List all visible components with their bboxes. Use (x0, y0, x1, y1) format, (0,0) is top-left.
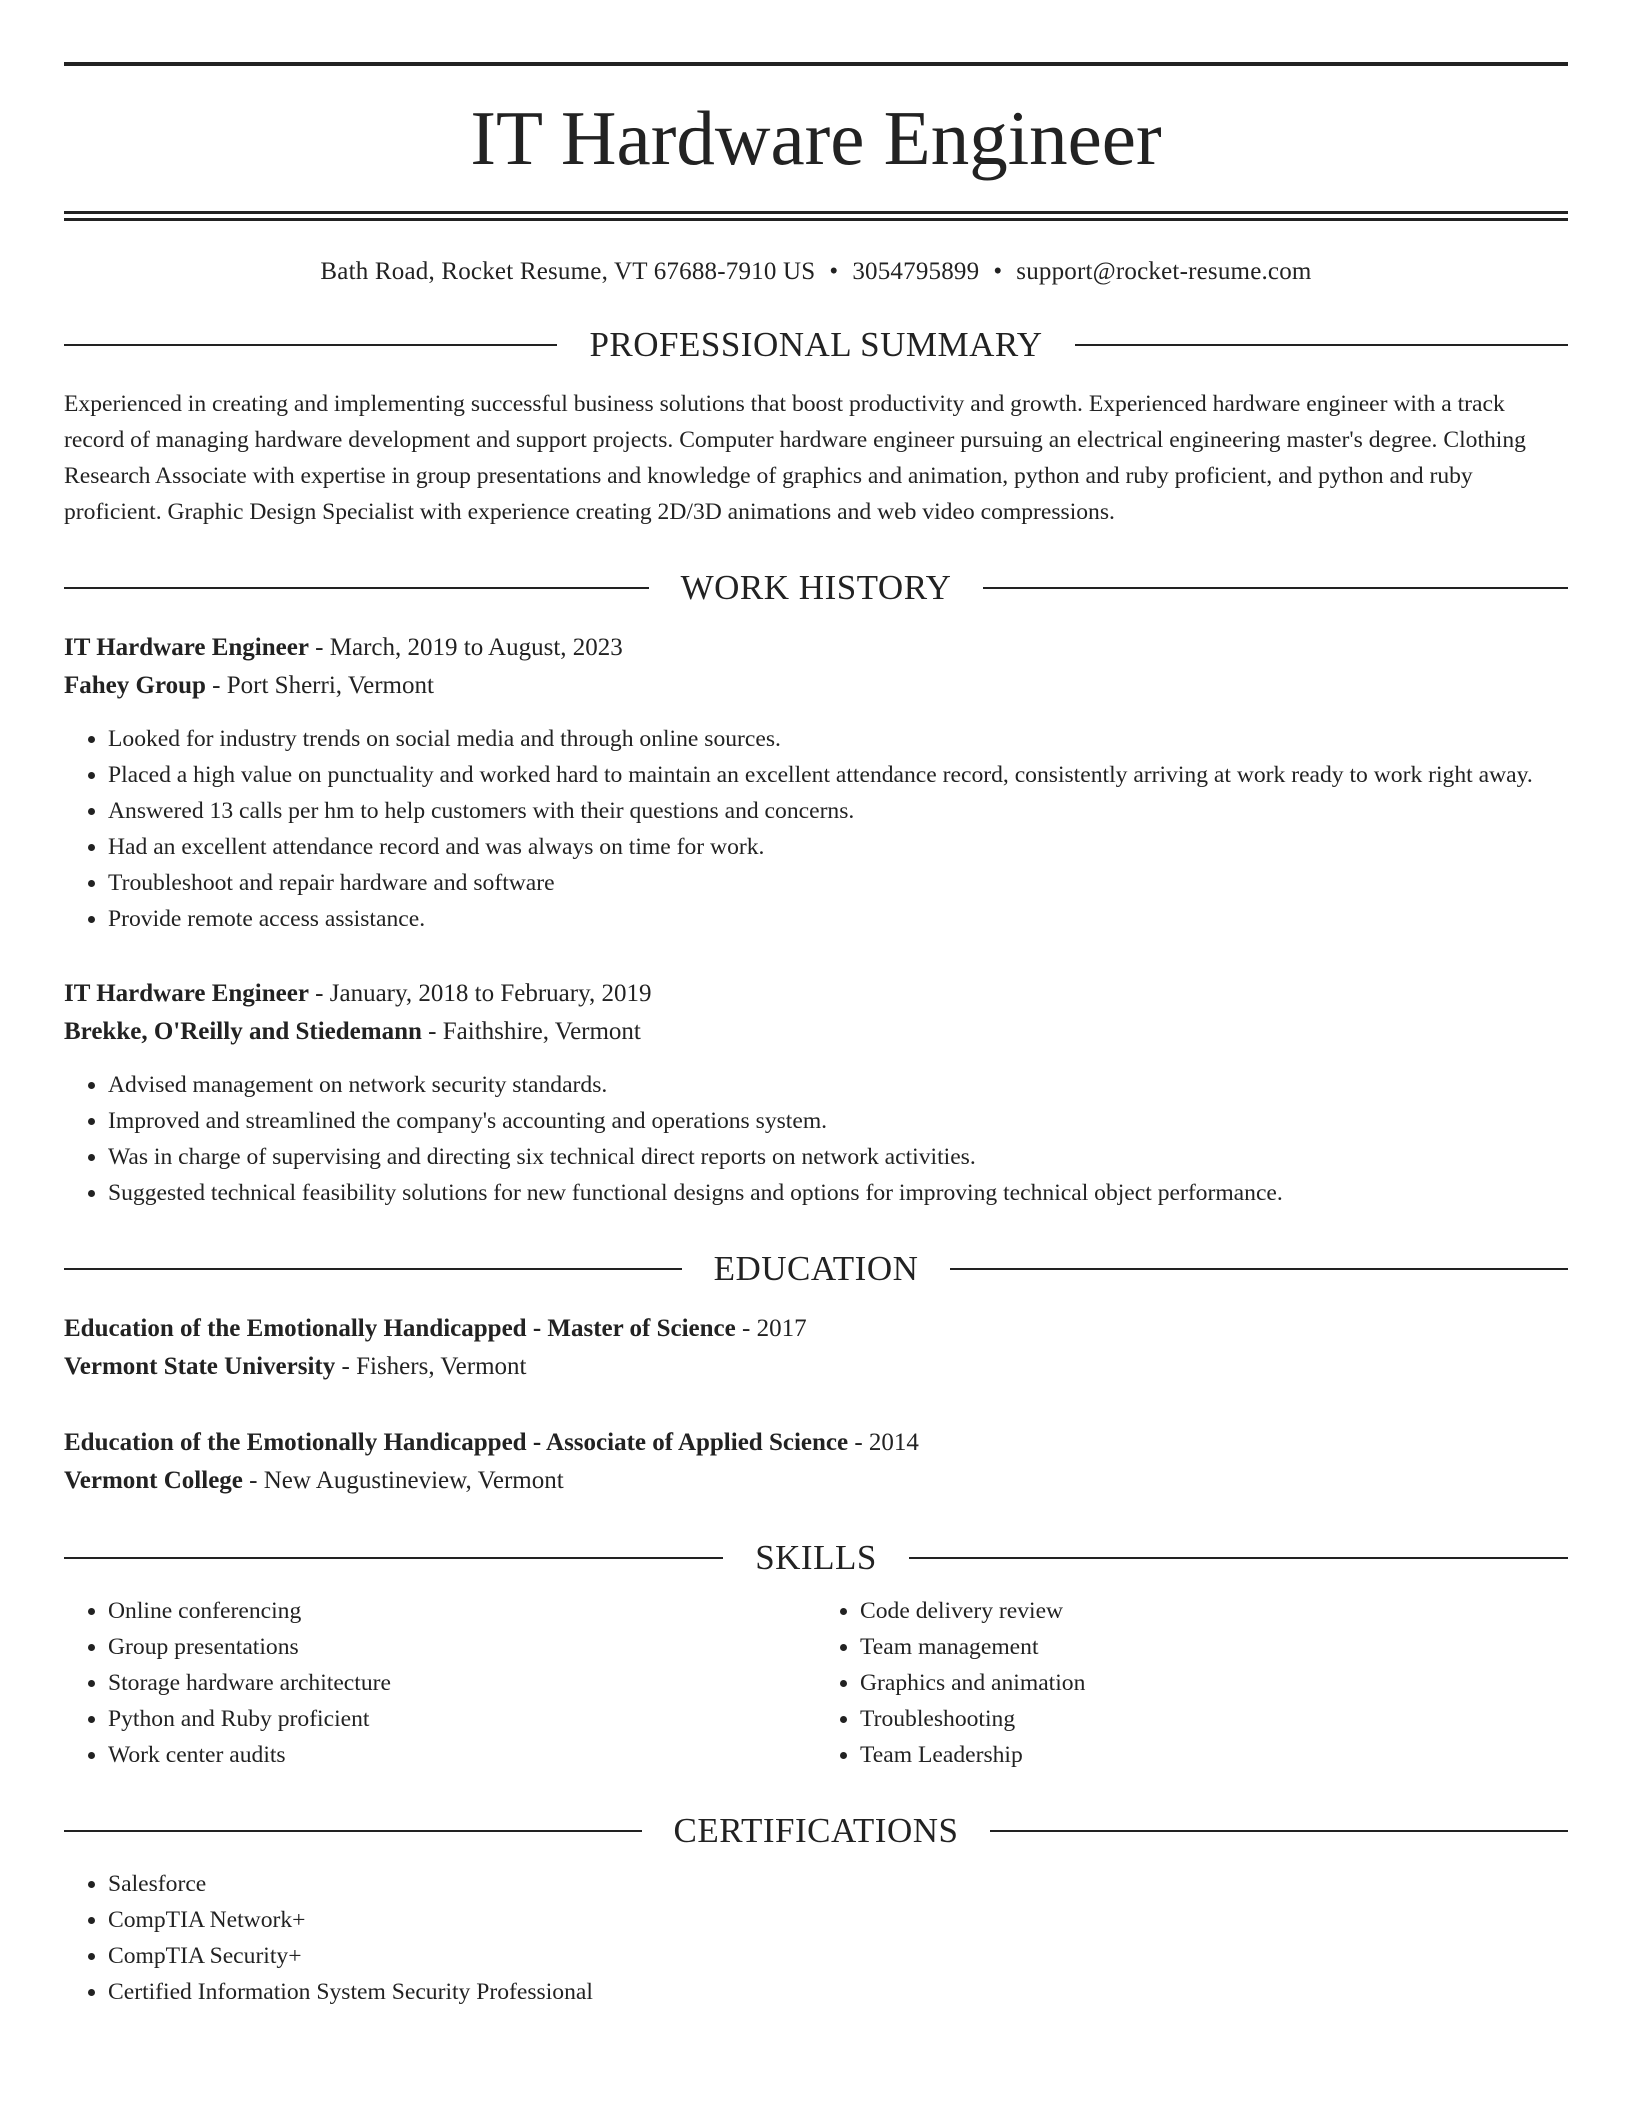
school-location: - New Augustineview, Vermont (242, 1467, 564, 1494)
job-title: IT Hardware Engineer (64, 980, 309, 1007)
skills-list-right (816, 1593, 1568, 1773)
heading-rule (1075, 344, 1568, 346)
school: Vermont State University (64, 1353, 336, 1380)
list-item: • Suggested technical feasibility solutions for new functional designs and options for improving technical object performance. (108, 1175, 1568, 1211)
job-company: Fahey Group (64, 672, 206, 699)
job-company-line (64, 667, 1568, 705)
degree-line (64, 1424, 1568, 1462)
contact-address: Bath Road, Rocket Resume, VT 67688-7910 US (320, 258, 816, 285)
list-item: • Advised management on network security standards. (108, 1067, 1568, 1103)
list-item: • Placed a high value on punctuality and worked hard to maintain an excellent attendance record, consistently arriving at work ready to work right away. (108, 757, 1568, 793)
school-location: - Fishers, Vermont (335, 1353, 527, 1380)
heading-rule (64, 1830, 642, 1832)
list-item: • Troubleshoot and repair hardware and software (108, 865, 1568, 901)
job-entry (64, 975, 1568, 1211)
list-item: • Team management (860, 1629, 1568, 1665)
certifications-list (64, 1866, 1568, 2010)
heading-rule (64, 587, 649, 589)
section-title: CERTIFICATIONS (673, 1811, 959, 1850)
job-bullets (64, 721, 1568, 937)
contact-line (64, 257, 1568, 287)
job-entry (64, 629, 1568, 937)
section-heading-summary (64, 327, 1568, 362)
school-line (64, 1462, 1568, 1500)
job-location: - Port Sherri, Vermont (205, 672, 434, 699)
list-item: • Had an excellent attendance record and was always on time for work. (108, 829, 1568, 865)
job-title-line (64, 629, 1568, 667)
section-heading-education (64, 1251, 1568, 1286)
job-dates: - March, 2019 to August, 2023 (308, 634, 623, 661)
top-rule (64, 62, 1568, 66)
heading-rule (64, 344, 557, 346)
list-item: • Provide remote access assistance. (108, 901, 1568, 937)
list-item: • Troubleshooting (860, 1701, 1568, 1737)
list-item: • Team Leadership (860, 1737, 1568, 1773)
job-dates: - January, 2018 to February, 2019 (308, 980, 652, 1007)
list-item: • Certified Information System Security Professional (108, 1974, 1568, 2010)
list-item: • Salesforce (108, 1866, 1568, 1902)
degree: Education of the Emotionally Handicapped - Master of Science (64, 1315, 736, 1342)
school-line (64, 1348, 1568, 1386)
section-title: WORK HISTORY (680, 568, 952, 607)
list-item: • Storage hardware architecture (108, 1665, 816, 1701)
contact-separator: • (993, 258, 1003, 285)
heading-rule (983, 587, 1568, 589)
list-item: • Code delivery review (860, 1593, 1568, 1629)
school: Vermont College (64, 1467, 243, 1494)
contact-email: support@rocket-resume.com (1016, 258, 1312, 285)
heading-rule (950, 1268, 1568, 1270)
section-title: SKILLS (755, 1538, 877, 1577)
resume-title: IT Hardware Engineer (470, 95, 1162, 181)
education-entry (64, 1310, 1568, 1386)
list-item: • Group presentations (108, 1629, 816, 1665)
list-item: • CompTIA Security+ (108, 1938, 1568, 1974)
section-title: EDUCATION (713, 1249, 919, 1288)
heading-rule (64, 1557, 723, 1559)
contact-phone: 3054795899 (852, 258, 980, 285)
list-item: • Was in charge of supervising and directing six technical direct reports on network activities. (108, 1139, 1568, 1175)
summary-text: Experienced in creating and implementing successful business solutions that boost productivity and growth. Experienced hardware engineer with a track record of managing hardware development and support projects. Computer hardware engineer pursuing an electrical engineering master's degree. Clothing Research Associate with expertise in group presentations and knowledge of graphics and animation, python and ruby proficient, and python and ruby proficient. Graphic Design Specialist with experience creating 2D/3D animations and web video compressions. (64, 391, 1526, 525)
list-item: • Answered 13 calls per hm to help customers with their questions and concerns. (108, 793, 1568, 829)
skills-grid (64, 1593, 1568, 1773)
degree-year: - 2014 (848, 1429, 919, 1456)
contact-separator: • (829, 258, 839, 285)
list-item: • Graphics and animation (860, 1665, 1568, 1701)
skills-list-left (64, 1593, 816, 1773)
list-item: • Python and Ruby proficient (108, 1701, 816, 1737)
degree-year: - 2017 (735, 1315, 807, 1342)
section-heading-certifications (64, 1813, 1568, 1848)
heading-rule (909, 1557, 1568, 1559)
section-heading-skills (64, 1540, 1568, 1575)
job-bullets (64, 1067, 1568, 1211)
list-item: • Looked for industry trends on social media and through online sources. (108, 721, 1568, 757)
list-item: • CompTIA Network+ (108, 1902, 1568, 1938)
job-title: IT Hardware Engineer (64, 634, 309, 661)
section-title: PROFESSIONAL SUMMARY (589, 325, 1043, 364)
list-item: • Online conferencing (108, 1593, 816, 1629)
job-location: - Faithshire, Vermont (421, 1018, 641, 1045)
job-title-line (64, 975, 1568, 1013)
degree-line (64, 1310, 1568, 1348)
job-company-line (64, 1013, 1568, 1051)
heading-rule (990, 1830, 1568, 1832)
education-entry (64, 1424, 1568, 1500)
job-company: Brekke, O'Reilly and Stiedemann (64, 1018, 422, 1045)
degree: Education of the Emotionally Handicapped - Associate of Applied Science (64, 1429, 849, 1456)
title-double-rule (64, 211, 1568, 221)
list-item: • Work center audits (108, 1737, 816, 1773)
list-item: • Improved and streamlined the company's accounting and operations system. (108, 1103, 1568, 1139)
section-heading-work-history (64, 570, 1568, 605)
heading-rule (64, 1268, 682, 1270)
